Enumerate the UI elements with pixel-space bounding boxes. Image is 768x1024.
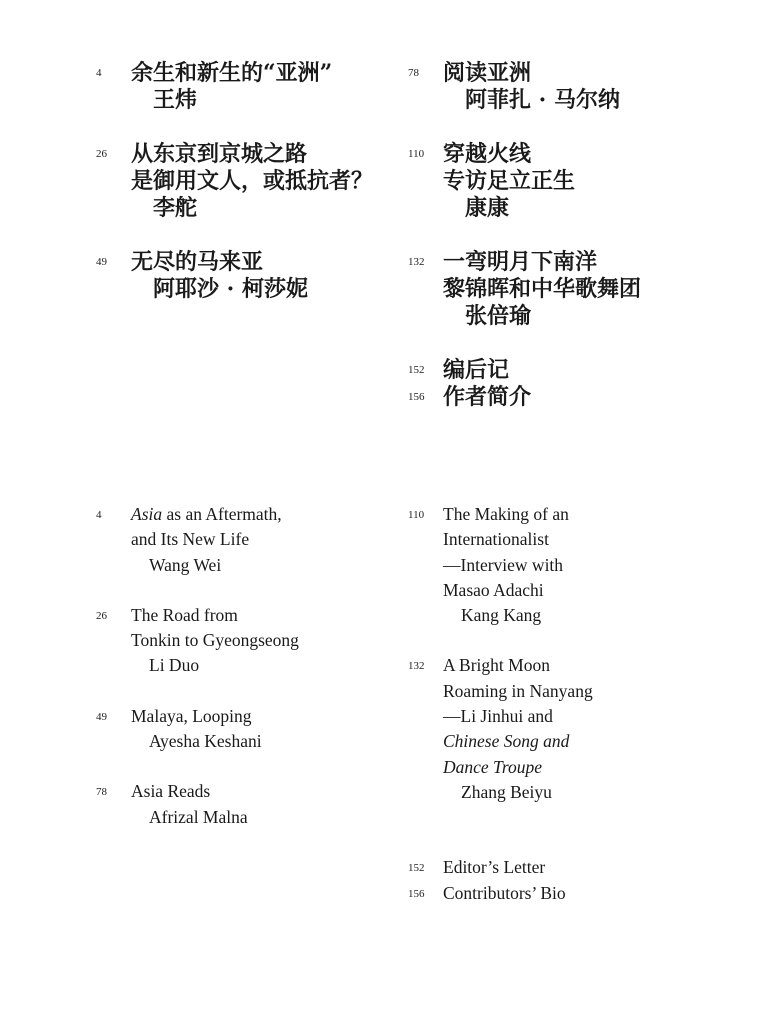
toc-entry[interactable]: [408, 855, 748, 880]
page-number: 132: [408, 256, 425, 268]
page-number: 152: [408, 364, 425, 376]
toc-entry[interactable]: [408, 881, 748, 906]
toc-zh-right: [408, 60, 748, 411]
entry-title: 从东京到京城之路: [131, 141, 308, 167]
entry-author: Zhang Beiyu: [461, 781, 552, 802]
toc-entry[interactable]: [408, 502, 748, 628]
toc-entry[interactable]: [96, 141, 396, 222]
entry-author: Wang Wei: [149, 554, 222, 575]
toc-entry[interactable]: [96, 704, 396, 755]
entry-author: 阿耶沙 · 柯莎妮: [153, 276, 308, 302]
entry-title: 是御用文人，或抵抗者？: [131, 168, 374, 194]
toc-entry[interactable]: [408, 653, 748, 805]
entry-author: Kang Kang: [461, 605, 542, 626]
entry-title: 专访足立正生: [443, 168, 576, 194]
entry-title: Roaming in Nanyang: [443, 680, 593, 701]
entry-title: Tonkin to Gyeongseong: [131, 630, 299, 651]
entry-title: [131, 502, 396, 527]
entry-author: 李舵: [153, 195, 198, 221]
toc-entry[interactable]: [96, 249, 396, 303]
page-number: 4: [96, 67, 102, 79]
entry-title: 一弯明月下南洋: [443, 249, 598, 275]
toc-entry[interactable]: [96, 779, 396, 830]
toc-entry[interactable]: [408, 357, 748, 384]
page-number: 152: [408, 862, 425, 875]
page-number: 132: [408, 660, 425, 673]
entry-title: 编后记: [443, 357, 510, 383]
entry-title: The Road from: [131, 604, 238, 625]
entry-title-italic: Chinese Song and: [443, 731, 570, 752]
entry-title-italic: Asia: [131, 504, 163, 524]
page-number: 156: [408, 391, 425, 403]
entry-title: The Making of an: [443, 504, 569, 524]
entry-title: —Li Jinhui and: [443, 706, 553, 727]
page-number: 156: [408, 887, 425, 900]
entry-title: Contributors’ Bio: [443, 882, 566, 903]
entry-author: 王炜: [153, 87, 198, 113]
toc-entry[interactable]: [96, 502, 396, 578]
entry-title-italic: Dance Troupe: [443, 756, 542, 777]
entry-title: 黎锦晖和中华歌舞团: [443, 276, 642, 302]
entry-title: 阅读亚洲: [443, 60, 532, 86]
entry-title: 作者简介: [443, 384, 532, 410]
page-number: 49: [96, 710, 107, 723]
entry-title: Asia Reads: [131, 781, 211, 802]
entry-title: A Bright Moon: [443, 655, 550, 676]
page-number: 49: [96, 256, 107, 268]
entry-title: Masao Adachi: [443, 579, 544, 600]
entry-author: Afrizal Malna: [149, 806, 248, 827]
entry-title: Editor’s Letter: [443, 857, 546, 878]
page-number: 26: [96, 148, 107, 160]
entry-title: —Interview with: [443, 554, 564, 575]
entry-title: 无尽的马来亚: [131, 249, 264, 275]
toc-en-right: [408, 502, 748, 906]
page-number: 78: [96, 786, 107, 799]
toc-entry[interactable]: [96, 60, 396, 114]
entry-author: 康康: [465, 195, 510, 221]
entry-title-rest: as an Aftermath,: [162, 504, 282, 524]
entry-author: Ayesha Keshani: [149, 731, 262, 752]
page-number: 4: [96, 509, 102, 521]
entry-title: Internationalist: [443, 529, 549, 550]
page-number: 78: [408, 67, 419, 79]
entry-title: and Its New Life: [131, 529, 250, 550]
page-number: 110: [408, 509, 425, 521]
toc-entry[interactable]: [408, 384, 748, 411]
toc-entry[interactable]: [408, 60, 748, 114]
entry-title: Malaya, Looping: [131, 705, 252, 726]
page-number: 26: [96, 609, 107, 622]
toc-zh-left: [96, 60, 396, 303]
toc-en-left: [96, 502, 396, 830]
entry-author: 阿菲扎 · 马尔纳: [465, 87, 620, 113]
page-number: 110: [408, 148, 425, 160]
entry-title: 穿越火线: [443, 141, 532, 167]
toc-entry[interactable]: [408, 141, 748, 222]
toc-entry[interactable]: [408, 249, 748, 330]
entry-title: 余生和新生的“亚洲”: [131, 60, 333, 86]
entry-author: Li Duo: [149, 655, 200, 676]
entry-author: 张倍瑜: [465, 303, 532, 329]
toc-entry[interactable]: [96, 603, 396, 679]
